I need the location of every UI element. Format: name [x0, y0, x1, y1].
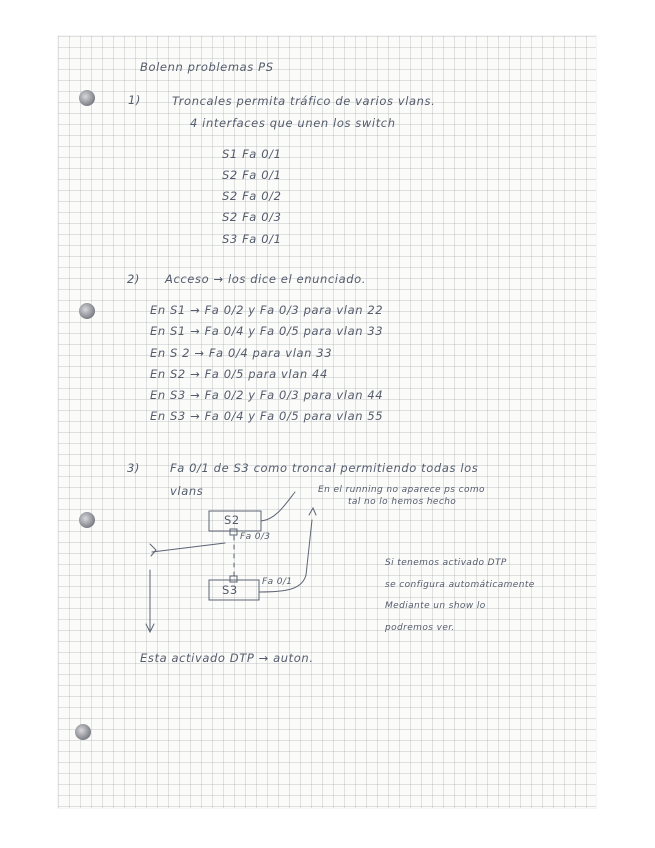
access-line: En S3 → Fa 0/2 y Fa 0/3 para vlan 44: [150, 388, 384, 402]
running-note-line1: En el running no aparece ps como: [318, 485, 485, 495]
switch-s3-label: S3: [222, 583, 238, 597]
interface-item: S1 Fa 0/1: [222, 147, 282, 161]
dtp-note-line: podremos ver.: [385, 623, 455, 633]
link-s2-side: [261, 492, 295, 521]
switch-s3-port: Fa 0/1: [262, 577, 293, 587]
dtp-note-line: se configura automáticamente: [385, 580, 535, 590]
section3-line1: Fa 0/1 de S3 como troncal permitiendo todas los: [170, 461, 479, 475]
section3-line2: vlans: [170, 484, 204, 498]
footer-note: Esta activado DTP → auton.: [140, 651, 314, 665]
access-line: En S1 → Fa 0/4 y Fa 0/5 para vlan 33: [150, 324, 384, 338]
access-line: En S2 → Fa 0/5 para vlan 44: [150, 367, 328, 381]
switch-s2-label: S2: [224, 513, 240, 527]
interface-item: S3 Fa 0/1: [222, 232, 282, 246]
section1-line1: Troncales permita tráfico de varios vlans.: [172, 94, 436, 108]
access-line: En S 2 → Fa 0/4 para vlan 33: [150, 346, 333, 360]
section2-line1: Acceso → los dice el enunciado.: [165, 272, 367, 286]
page-title: Bolenn problemas PS: [140, 60, 274, 74]
interface-item: S2 Fa 0/1: [222, 168, 282, 182]
access-line: En S1 → Fa 0/2 y Fa 0/3 para vlan 22: [150, 303, 384, 317]
dtp-note-line: Si tenemos activado DTP: [385, 558, 507, 568]
section3-number: 3): [127, 461, 141, 475]
interface-item: S2 Fa 0/2: [222, 189, 282, 203]
interface-item: S2 Fa 0/3: [222, 210, 282, 224]
section1-number: 1): [128, 93, 142, 107]
access-line: En S3 → Fa 0/4 y Fa 0/5 para vlan 55: [150, 409, 384, 423]
section1-line2: 4 interfaces que unen los switch: [190, 116, 396, 130]
running-note-line2: tal no lo hemos hecho: [348, 497, 457, 507]
switch-s2-port: Fa 0/3: [240, 532, 271, 542]
dtp-note-line: Mediante un show lo: [385, 601, 486, 611]
section2-number: 2): [127, 272, 141, 286]
